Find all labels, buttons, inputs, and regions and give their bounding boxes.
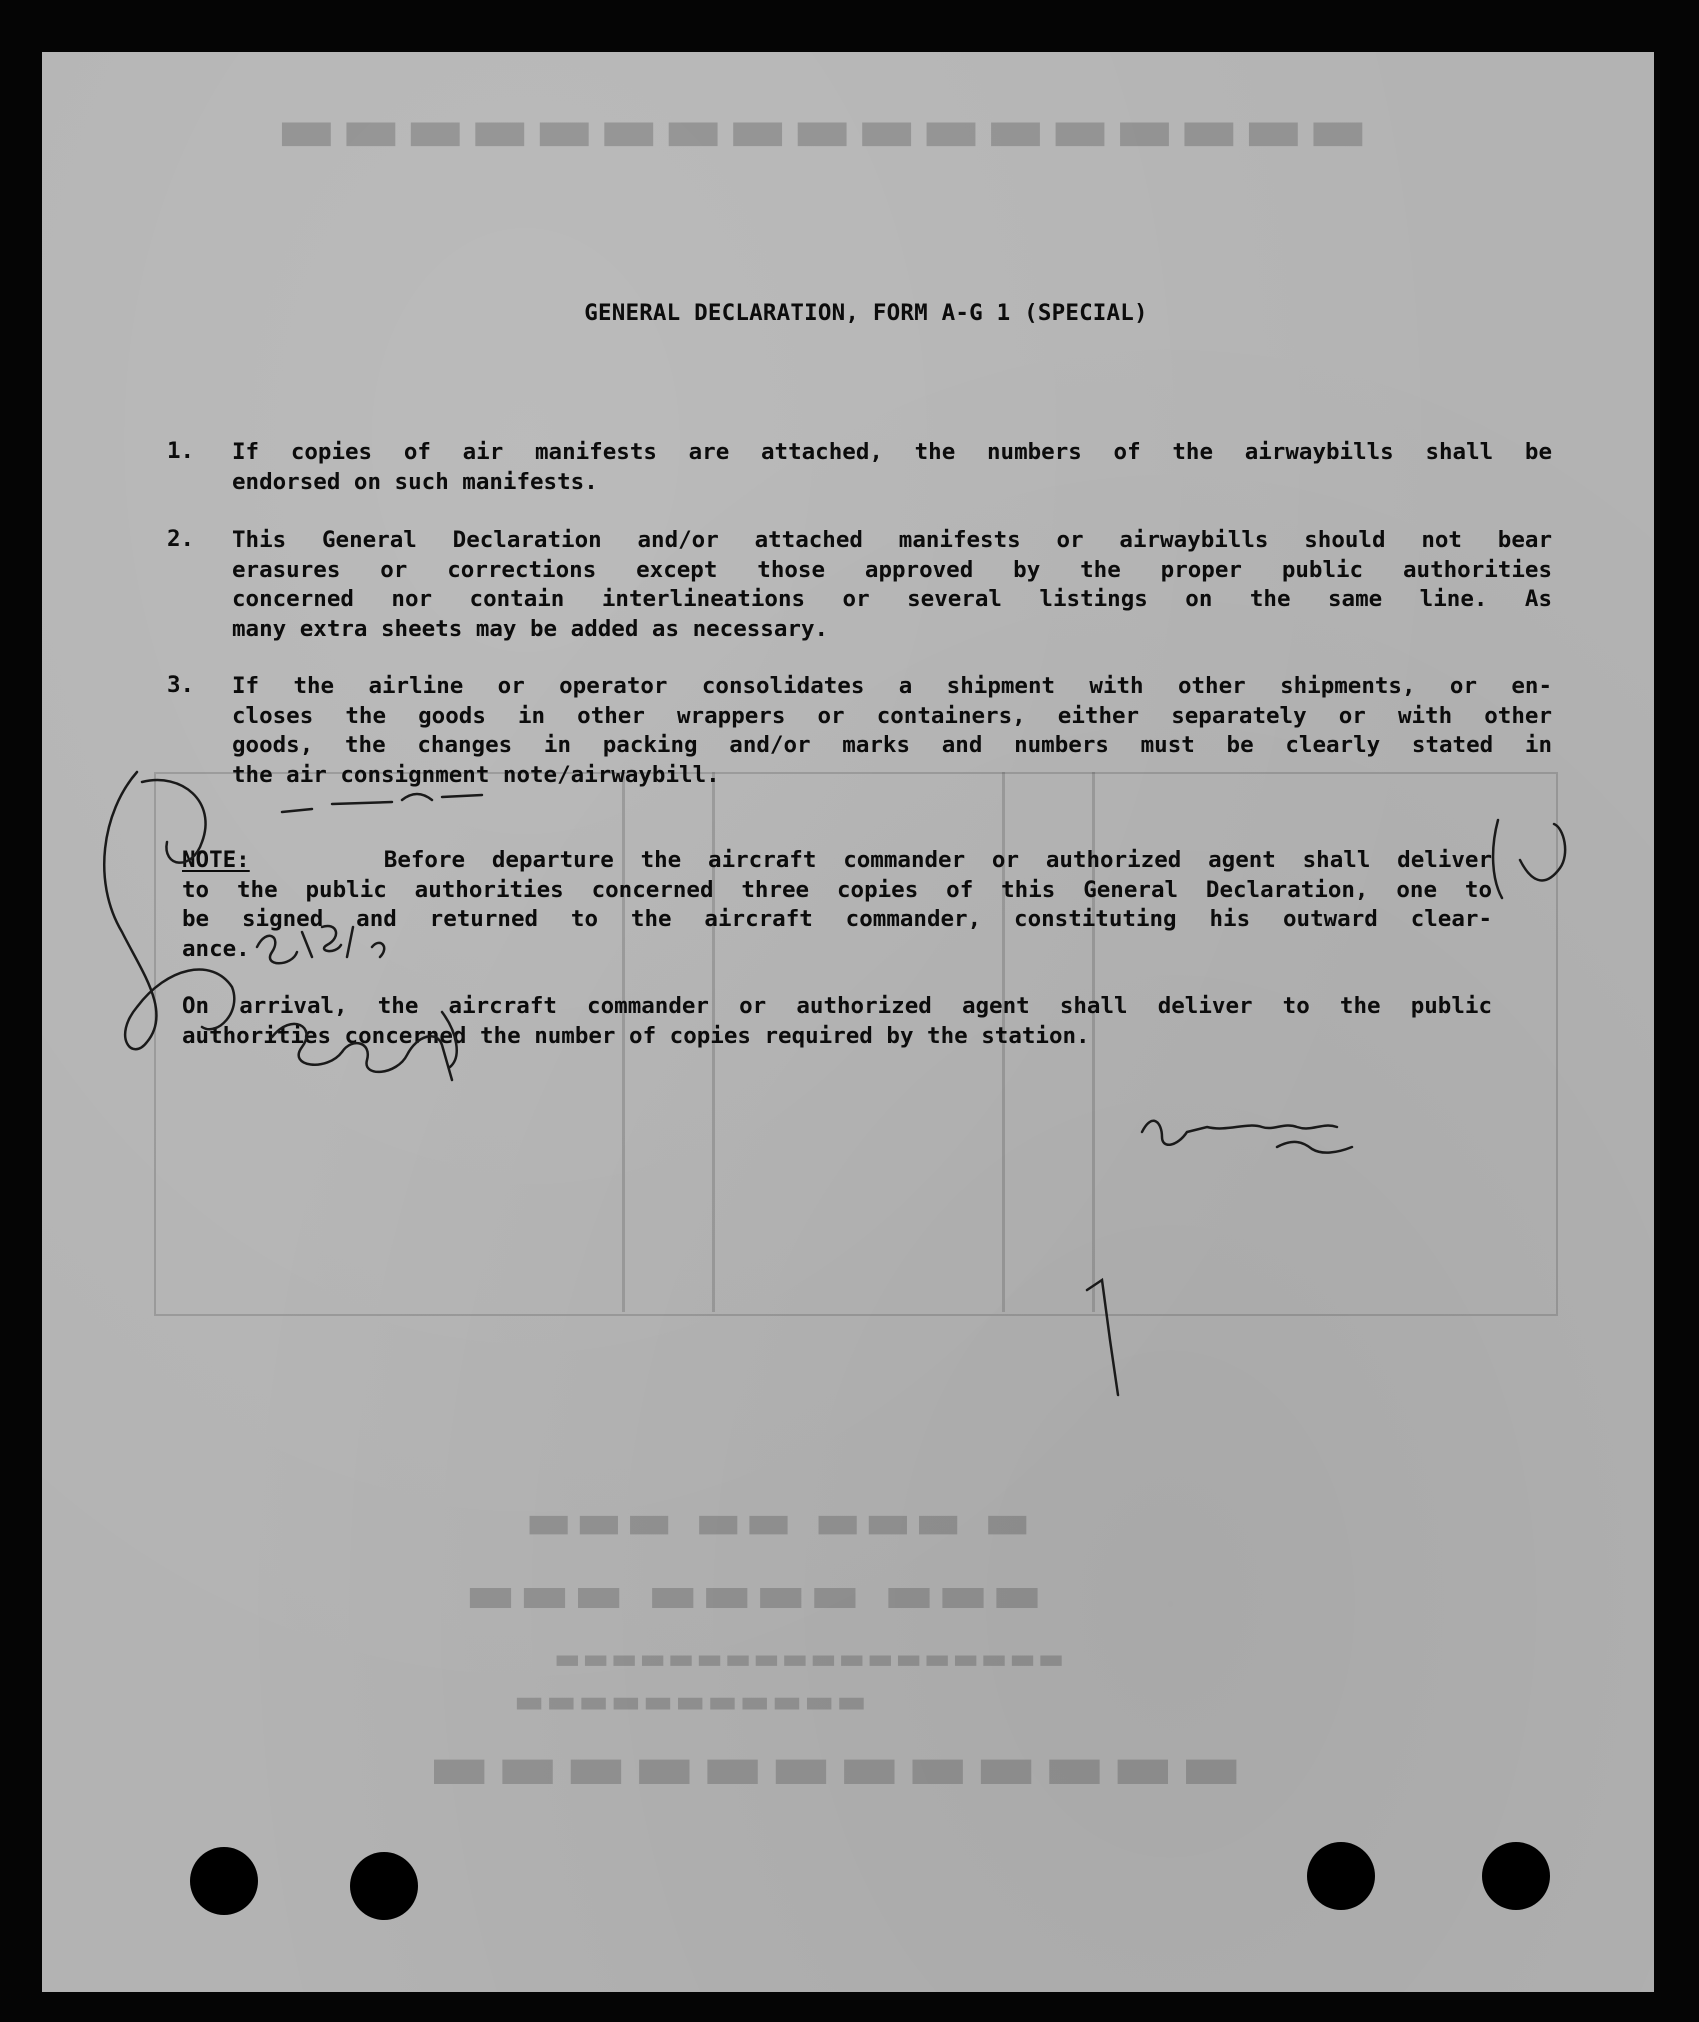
text-line: If the airline or operator consolidates a shipment with other shipments, or en- (232, 673, 1552, 699)
text-line: This General Declaration and/or attached manifests or airwaybills should not bear (232, 527, 1552, 553)
paper-sheet (42, 52, 1654, 1992)
item-text (232, 526, 1552, 644)
punch-hole (1307, 1842, 1375, 1910)
text-line: to the public authorities concerned three copies of this General Declaration, one to (182, 876, 1492, 903)
text-line: goods, the changes in packing and/or marks and numbers must be clearly stated in (232, 732, 1552, 758)
text-line: closes the goods in other wrappers or containers, either separately or with other (232, 702, 1552, 729)
punch-hole (1482, 1842, 1550, 1910)
item-number: 2. (167, 526, 195, 552)
text-line: many extra sheets may be added as necessary. (232, 615, 829, 642)
text-line: If copies of air manifests are attached, the numbers of the airwaybills shall be (232, 439, 1552, 465)
text-line: authorities concerned the number of copies required by the station. (182, 1022, 1090, 1049)
note-line: Before departure the aircraft commander or authorized agent shall deliver (383, 847, 1493, 873)
note-label: NOTE: (182, 847, 250, 873)
text-line: ance. (182, 935, 250, 962)
text-line: concerned nor contain interlineations or several listings on the same line. As (232, 586, 1552, 612)
text-line: the air consignment note/airwaybill. (232, 761, 720, 788)
text-line: erasures or corrections except those approved by the proper public authorities (232, 556, 1552, 583)
bleed-through-subheading: ▬▬▬▬▬▬▬▬▬▬▬ (512, 1682, 867, 1720)
bleed-through-handwriting-2: ▬▬▬ ▬▬▬▬ ▬▬▬ (462, 1562, 1043, 1625)
departure-note (182, 846, 1492, 964)
text-line: On arrival, the aircraft commander or authorized agent shall deliver to the public (182, 993, 1492, 1019)
bleed-through-handwriting: ▬ ▬▬▬ ▬▬ ▬▬▬ (522, 1492, 1031, 1550)
document-body (42, 52, 1654, 1992)
item-text (232, 672, 1552, 790)
arrival-note (182, 992, 1492, 1051)
document-title: GENERAL DECLARATION, FORM A-G 1 (SPECIAL) (584, 300, 1148, 326)
text-line: be signed and returned to the aircraft commander, constituting his outward clear- (182, 906, 1492, 932)
item-text (232, 438, 1552, 497)
text-line: endorsed on such manifests. (232, 468, 598, 495)
note-first-line (182, 846, 1492, 876)
bleed-through-title: ▬▬▬▬▬▬▬▬▬▬▬▬▬▬▬▬▬ (272, 92, 1368, 167)
item-number: 3. (167, 672, 195, 698)
bleed-through-heading: ▬▬▬▬▬▬▬▬▬▬▬▬▬▬▬▬▬▬ (552, 1642, 1065, 1675)
bleed-through-form-title: ▬▬▬▬▬▬▬▬▬▬▬▬ (422, 1727, 1243, 1805)
punch-hole (350, 1852, 418, 1920)
punch-hole (190, 1847, 258, 1915)
item-number: 1. (167, 438, 195, 464)
